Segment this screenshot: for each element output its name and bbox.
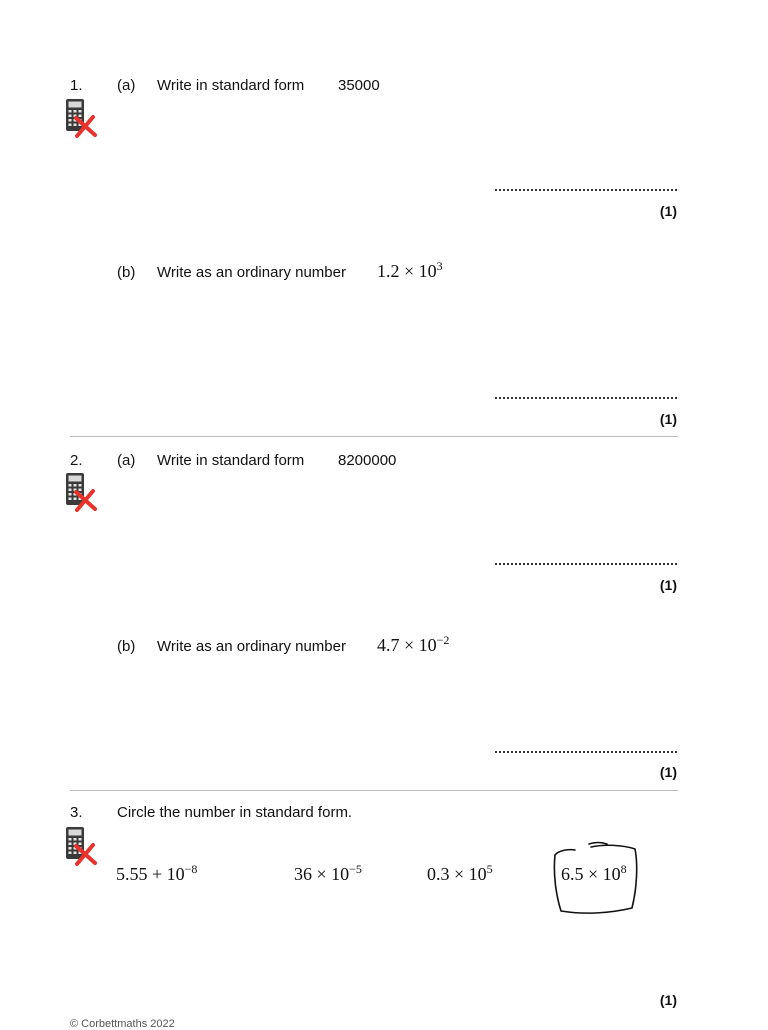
q1b-marks: (1) bbox=[659, 411, 677, 427]
q2a-label: (a) bbox=[117, 452, 136, 469]
no-calculator-icon bbox=[64, 98, 98, 138]
hand-drawn-circle bbox=[545, 838, 645, 918]
q2b-answer-line[interactable] bbox=[495, 751, 677, 753]
q3-option-2-exponent: −5 bbox=[349, 862, 362, 876]
q2b-label: (b) bbox=[117, 638, 136, 655]
q2b-marks: (1) bbox=[659, 764, 677, 780]
q3-option-4-base: 6.5 × 10 bbox=[561, 864, 621, 884]
q3-option-1[interactable] bbox=[116, 864, 197, 886]
q1a-prompt: Write in standard form bbox=[157, 77, 305, 94]
q1a-value: 35000 bbox=[338, 77, 380, 94]
divider bbox=[70, 790, 678, 791]
question-2-number: 2. bbox=[70, 452, 83, 469]
q3-option-1-base: 5.55 + 10 bbox=[116, 864, 185, 884]
divider bbox=[70, 436, 678, 437]
q3-option-2-base: 36 × 10 bbox=[294, 864, 350, 884]
q1b-expression bbox=[377, 261, 443, 283]
q2a-prompt: Write in standard form bbox=[157, 452, 305, 469]
q3-option-3[interactable] bbox=[427, 864, 493, 886]
q1b-answer-line[interactable] bbox=[495, 397, 677, 399]
q3-marks: (1) bbox=[659, 992, 677, 1008]
q1a-label: (a) bbox=[117, 77, 136, 94]
copyright-footer: © Corbettmaths 2022 bbox=[70, 1018, 175, 1030]
q1a-answer-line[interactable] bbox=[495, 189, 677, 191]
q3-option-3-exponent: 5 bbox=[486, 862, 493, 876]
q3-option-1-exponent: −8 bbox=[184, 862, 198, 876]
q3-prompt: Circle the number in standard form. bbox=[117, 804, 353, 821]
q1a-marks: (1) bbox=[659, 203, 677, 219]
q2a-value: 8200000 bbox=[338, 452, 397, 469]
q2b-mantissa: 4.7 × 10 bbox=[377, 635, 437, 655]
no-calculator-icon bbox=[64, 826, 98, 866]
q1b-exponent: 3 bbox=[436, 259, 443, 273]
q2b-exponent: −2 bbox=[436, 633, 450, 647]
q2b-prompt: Write as an ordinary number bbox=[157, 638, 346, 655]
q2b-expression bbox=[377, 635, 449, 657]
no-calculator-icon bbox=[64, 472, 98, 512]
q1b-mantissa: 1.2 × 10 bbox=[377, 261, 437, 281]
question-1-number: 1. bbox=[70, 77, 83, 94]
q3-option-4-exponent: 8 bbox=[620, 862, 627, 876]
q2a-answer-line[interactable] bbox=[495, 563, 677, 565]
q1b-label: (b) bbox=[117, 264, 136, 281]
q1b-prompt: Write as an ordinary number bbox=[157, 264, 346, 281]
q3-option-3-base: 0.3 × 10 bbox=[427, 864, 487, 884]
q3-option-2[interactable] bbox=[294, 864, 362, 886]
q2a-marks: (1) bbox=[659, 577, 677, 593]
question-3-number: 3. bbox=[70, 804, 83, 821]
